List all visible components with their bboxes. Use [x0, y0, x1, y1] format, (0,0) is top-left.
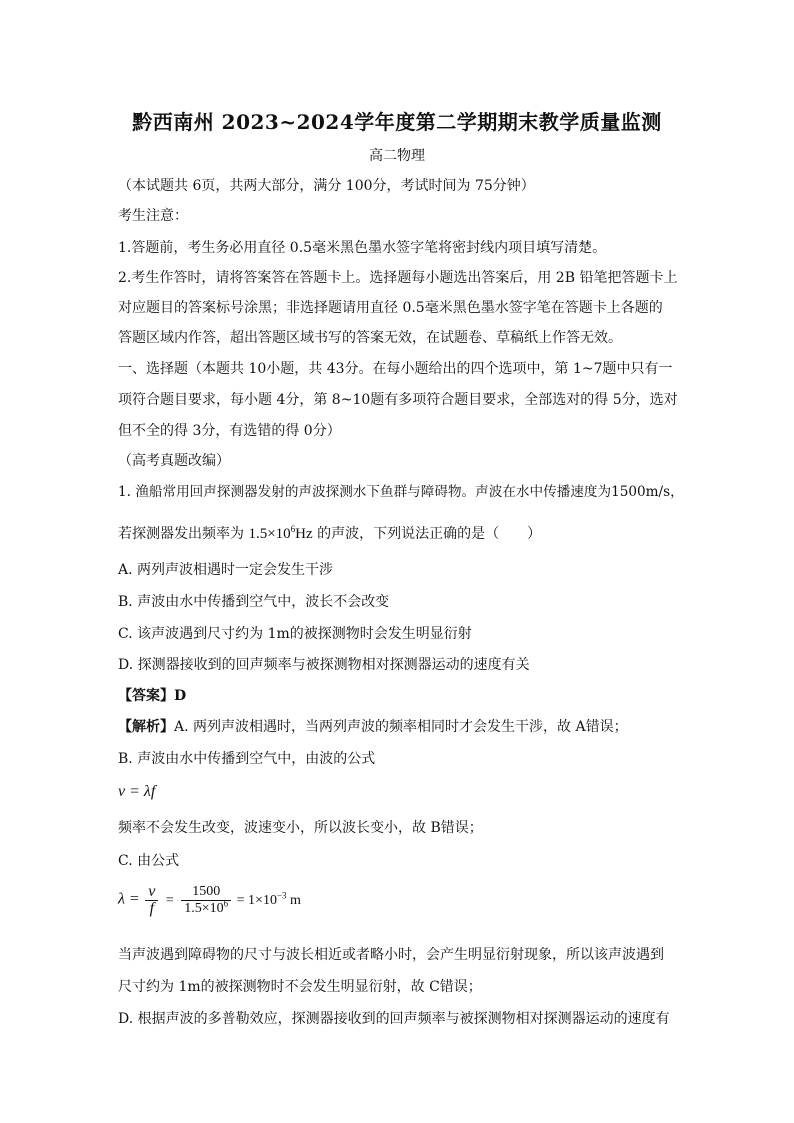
fraction-denominator-f: f [149, 900, 155, 917]
frequency-base: 1.5×10 [248, 526, 291, 542]
denominator-exponent: 6 [223, 898, 229, 909]
result-base: = 1×10 [236, 892, 277, 908]
section-heading-line-1: 一、选择题（本题共 10小题，共 43分。在每小题给出的四个选项中，第 1~7题中只有一 [118, 361, 673, 377]
analysis-c: C. 由公式 [118, 853, 180, 869]
formula-result [236, 890, 301, 908]
option-d: D. 探测器接收到的回声频率与被探测物相对探测器运动的速度有关 [118, 657, 530, 673]
analysis-b-conclusion: 频率不会发生改变，波速变小，所以波长变小，故 B错误； [118, 820, 483, 836]
option-a: A. 两列声波相遇时一定会发生干涉 [118, 562, 334, 578]
notice-item-2-line-3: 答题区域内作答，超出答题区域书写的答案无效，在试题卷、草稿纸上作答无效。 [118, 330, 622, 346]
denominator-base: 1.5×10 [184, 901, 224, 916]
notice-item-2-line-1: 2.考生作答时，请将答案答在答题卡上。选择题每小题选出答案后，用 2B 铅笔把答题卡上 [118, 270, 678, 286]
question-1-stem-line-2 [118, 524, 688, 544]
stem-suffix: 的声波，下列说法正确的是（ ） [317, 526, 542, 542]
exam-info: （本试题共 6页，共两大部分，满分 100分，考试时间为 75分钟） [118, 178, 535, 194]
fraction-numerator-1500: 1500 [181, 884, 231, 901]
analysis-c-line-2: 当声波遇到障碍物的尺寸与波长相近或者略小时，会产生明显衍射现象，所以该声波遇到 [118, 947, 664, 963]
answer-line: 【答案】D [118, 688, 187, 704]
fraction-numerator-v: v [145, 884, 158, 901]
notice-item-1: 1.答题前，考生务必用直径 0.5毫米黑色墨水签字笔将密封线内项目填写清楚。 [118, 240, 607, 256]
analysis-a [118, 717, 688, 737]
notice-heading: 考生注意： [118, 208, 188, 224]
fraction-1500-over-freq [181, 884, 231, 917]
section-heading-line-3: 但不全的得 3分，有选错的得 0分） [118, 423, 341, 439]
option-c: C. 该声波遇到尺寸约为 1m的被探测物时会发生明显衍射 [118, 626, 472, 642]
frequency-unit: Hz [295, 526, 313, 542]
stem-prefix: 若探测器发出频率为 [118, 526, 244, 542]
analysis-a-text: A. 两列声波相遇时，当两列声波的频率相同时才会发生干涉，故 A错误； [174, 719, 628, 735]
result-unit: m [290, 892, 301, 908]
subject-subtitle: 高二物理 [369, 148, 425, 164]
formula-wavelength: λ = $\frac{v}{f}$ = $\frac{1500}{1.5\times 10^6}$ = $1\times 10^{-3}$ m [118, 883, 301, 917]
analysis-d: D. 根据声波的多普勒效应，探测器接收到的回声频率与被探测物相对探测器运动的速度有 [118, 1011, 670, 1027]
formula-wave-equation: v = λf [118, 783, 156, 800]
result-exponent: −3 [276, 890, 287, 901]
page-title: 黔西南州 2023~2024学年度第二学期期末教学质量监测 [132, 110, 662, 134]
analysis-label: 【解析】 [118, 719, 174, 735]
analysis-c-line-3: 尺寸约为 1m的被探测物时不会发生明显衍射，故 C错误； [118, 979, 482, 995]
frequency-exponent: 6 [290, 524, 296, 534]
notice-item-2-line-2: 对应题目的答案标号涂黑；非选择题请用直径 0.5毫米黑色墨水签字笔在答题卡上各题的 [118, 300, 663, 316]
frequency-value [248, 526, 312, 542]
formula-lhs: λ = [118, 890, 140, 908]
analysis-b: B. 声波由水中传播到空气中，由波的公式 [118, 751, 376, 767]
option-b: B. 声波由水中传播到空气中，波长不会改变 [118, 594, 390, 610]
fraction-v-over-f [145, 884, 158, 917]
section-heading-line-2: 项符合题目要求，每小题 4分，第 8~10题有多项符合题目要求，全部选对的得 5分，选对 [118, 392, 678, 408]
fraction-denominator-freq [181, 898, 231, 917]
source-tag: （高考真题改编） [118, 453, 230, 469]
question-1-stem-line-1: 1. 渔船常用回声探测器发射的声波探测水下鱼群与障碍物。声波在水中传播速度为1500m/s， [118, 484, 684, 500]
